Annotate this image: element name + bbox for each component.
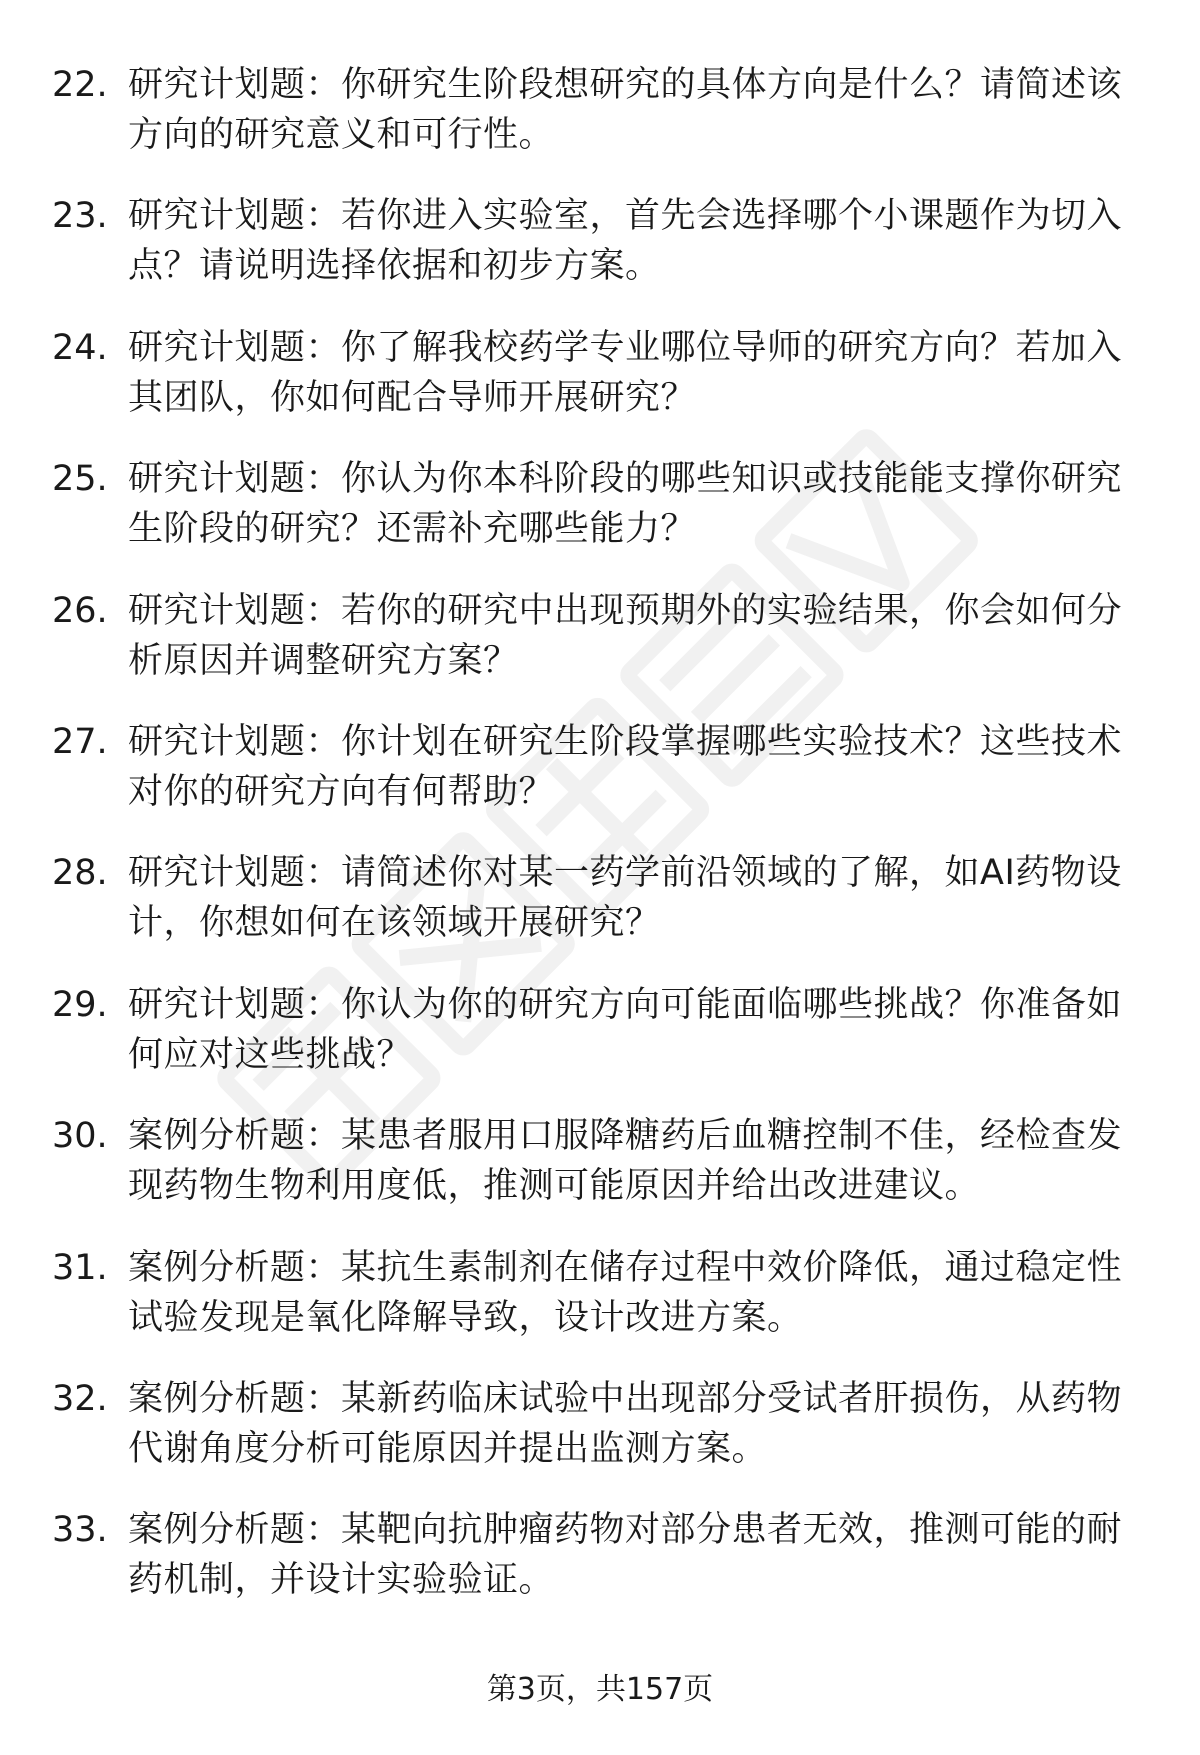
question-number: 25. bbox=[52, 459, 108, 500]
question-number: 33. bbox=[52, 1510, 108, 1551]
question-text: 案例分析题：某新药临床试验中出现部分受试者肝损伤，从药物代谢角度分析可能原因并提出监测方案。 bbox=[128, 1378, 1123, 1469]
question-number: 28. bbox=[52, 853, 108, 894]
question-text: 案例分析题：某抗生素制剂在储存过程中效价降低，通过稳定性试验发现是氧化降解导致，设计改进方案。 bbox=[128, 1247, 1123, 1338]
question-text: 研究计划题：若你的研究中出现预期外的实验结果，你会如何分析原因并调整研究方案？ bbox=[128, 590, 1123, 681]
question-number: 22. bbox=[52, 65, 108, 105]
question-item bbox=[52, 60, 1152, 191]
page-number-label: 第3页，共157页 bbox=[486, 1672, 714, 1707]
question-number: 24. bbox=[52, 327, 108, 368]
question-number: 32. bbox=[52, 1378, 108, 1419]
question-list bbox=[52, 60, 1152, 1637]
question-item bbox=[52, 848, 1152, 979]
question-item bbox=[52, 586, 1152, 717]
question-text: 研究计划题：你研究生阶段想研究的具体方向是什么？请简述该方向的研究意义和可行性。 bbox=[128, 65, 1123, 155]
question-text: 研究计划题：若你进入实验室，首先会选择哪个小课题作为切入点？请说明选择依据和初步方案。 bbox=[128, 196, 1123, 287]
question-item bbox=[52, 1505, 1152, 1636]
question-item bbox=[52, 323, 1152, 454]
question-number: 31. bbox=[52, 1247, 108, 1288]
question-number: 27. bbox=[52, 721, 108, 762]
question-item bbox=[52, 454, 1152, 585]
page-footer bbox=[0, 1670, 1200, 1710]
question-text: 案例分析题：某患者服用口服降糖药后血糖控制不佳，经检查发现药物生物利用度低，推测可能原因并给出改进建议。 bbox=[128, 1116, 1123, 1207]
question-text: 研究计划题：请简述你对某一药学前沿领域的了解，如AI药物设计，你想如何在该领域开展研究？ bbox=[128, 853, 1122, 944]
question-item bbox=[52, 980, 1152, 1111]
question-text: 研究计划题：你了解我校药学专业哪位导师的研究方向？若加入其团队，你如何配合导师开展研究？ bbox=[128, 327, 1123, 418]
question-number: 30. bbox=[52, 1116, 108, 1157]
question-text: 研究计划题：你认为你本科阶段的哪些知识或技能能支撑你研究生阶段的研究？还需补充哪些能力？ bbox=[128, 459, 1123, 550]
question-text: 研究计划题：你计划在研究生阶段掌握哪些实验技术？这些技术对你的研究方向有何帮助？ bbox=[128, 721, 1123, 812]
question-item bbox=[52, 1243, 1152, 1374]
question-number: 26. bbox=[52, 590, 108, 631]
question-text: 案例分析题：某靶向抗肿瘤药物对部分患者无效，推测可能的耐药机制，并设计实验验证。 bbox=[128, 1510, 1123, 1601]
question-number: 23. bbox=[52, 196, 108, 237]
question-item bbox=[52, 1374, 1152, 1505]
question-text: 研究计划题：你认为你的研究方向可能面临哪些挑战？你准备如何应对这些挑战？ bbox=[128, 984, 1123, 1075]
question-item bbox=[52, 717, 1152, 848]
question-number: 29. bbox=[52, 984, 108, 1025]
question-item bbox=[52, 1111, 1152, 1242]
question-item bbox=[52, 191, 1152, 322]
